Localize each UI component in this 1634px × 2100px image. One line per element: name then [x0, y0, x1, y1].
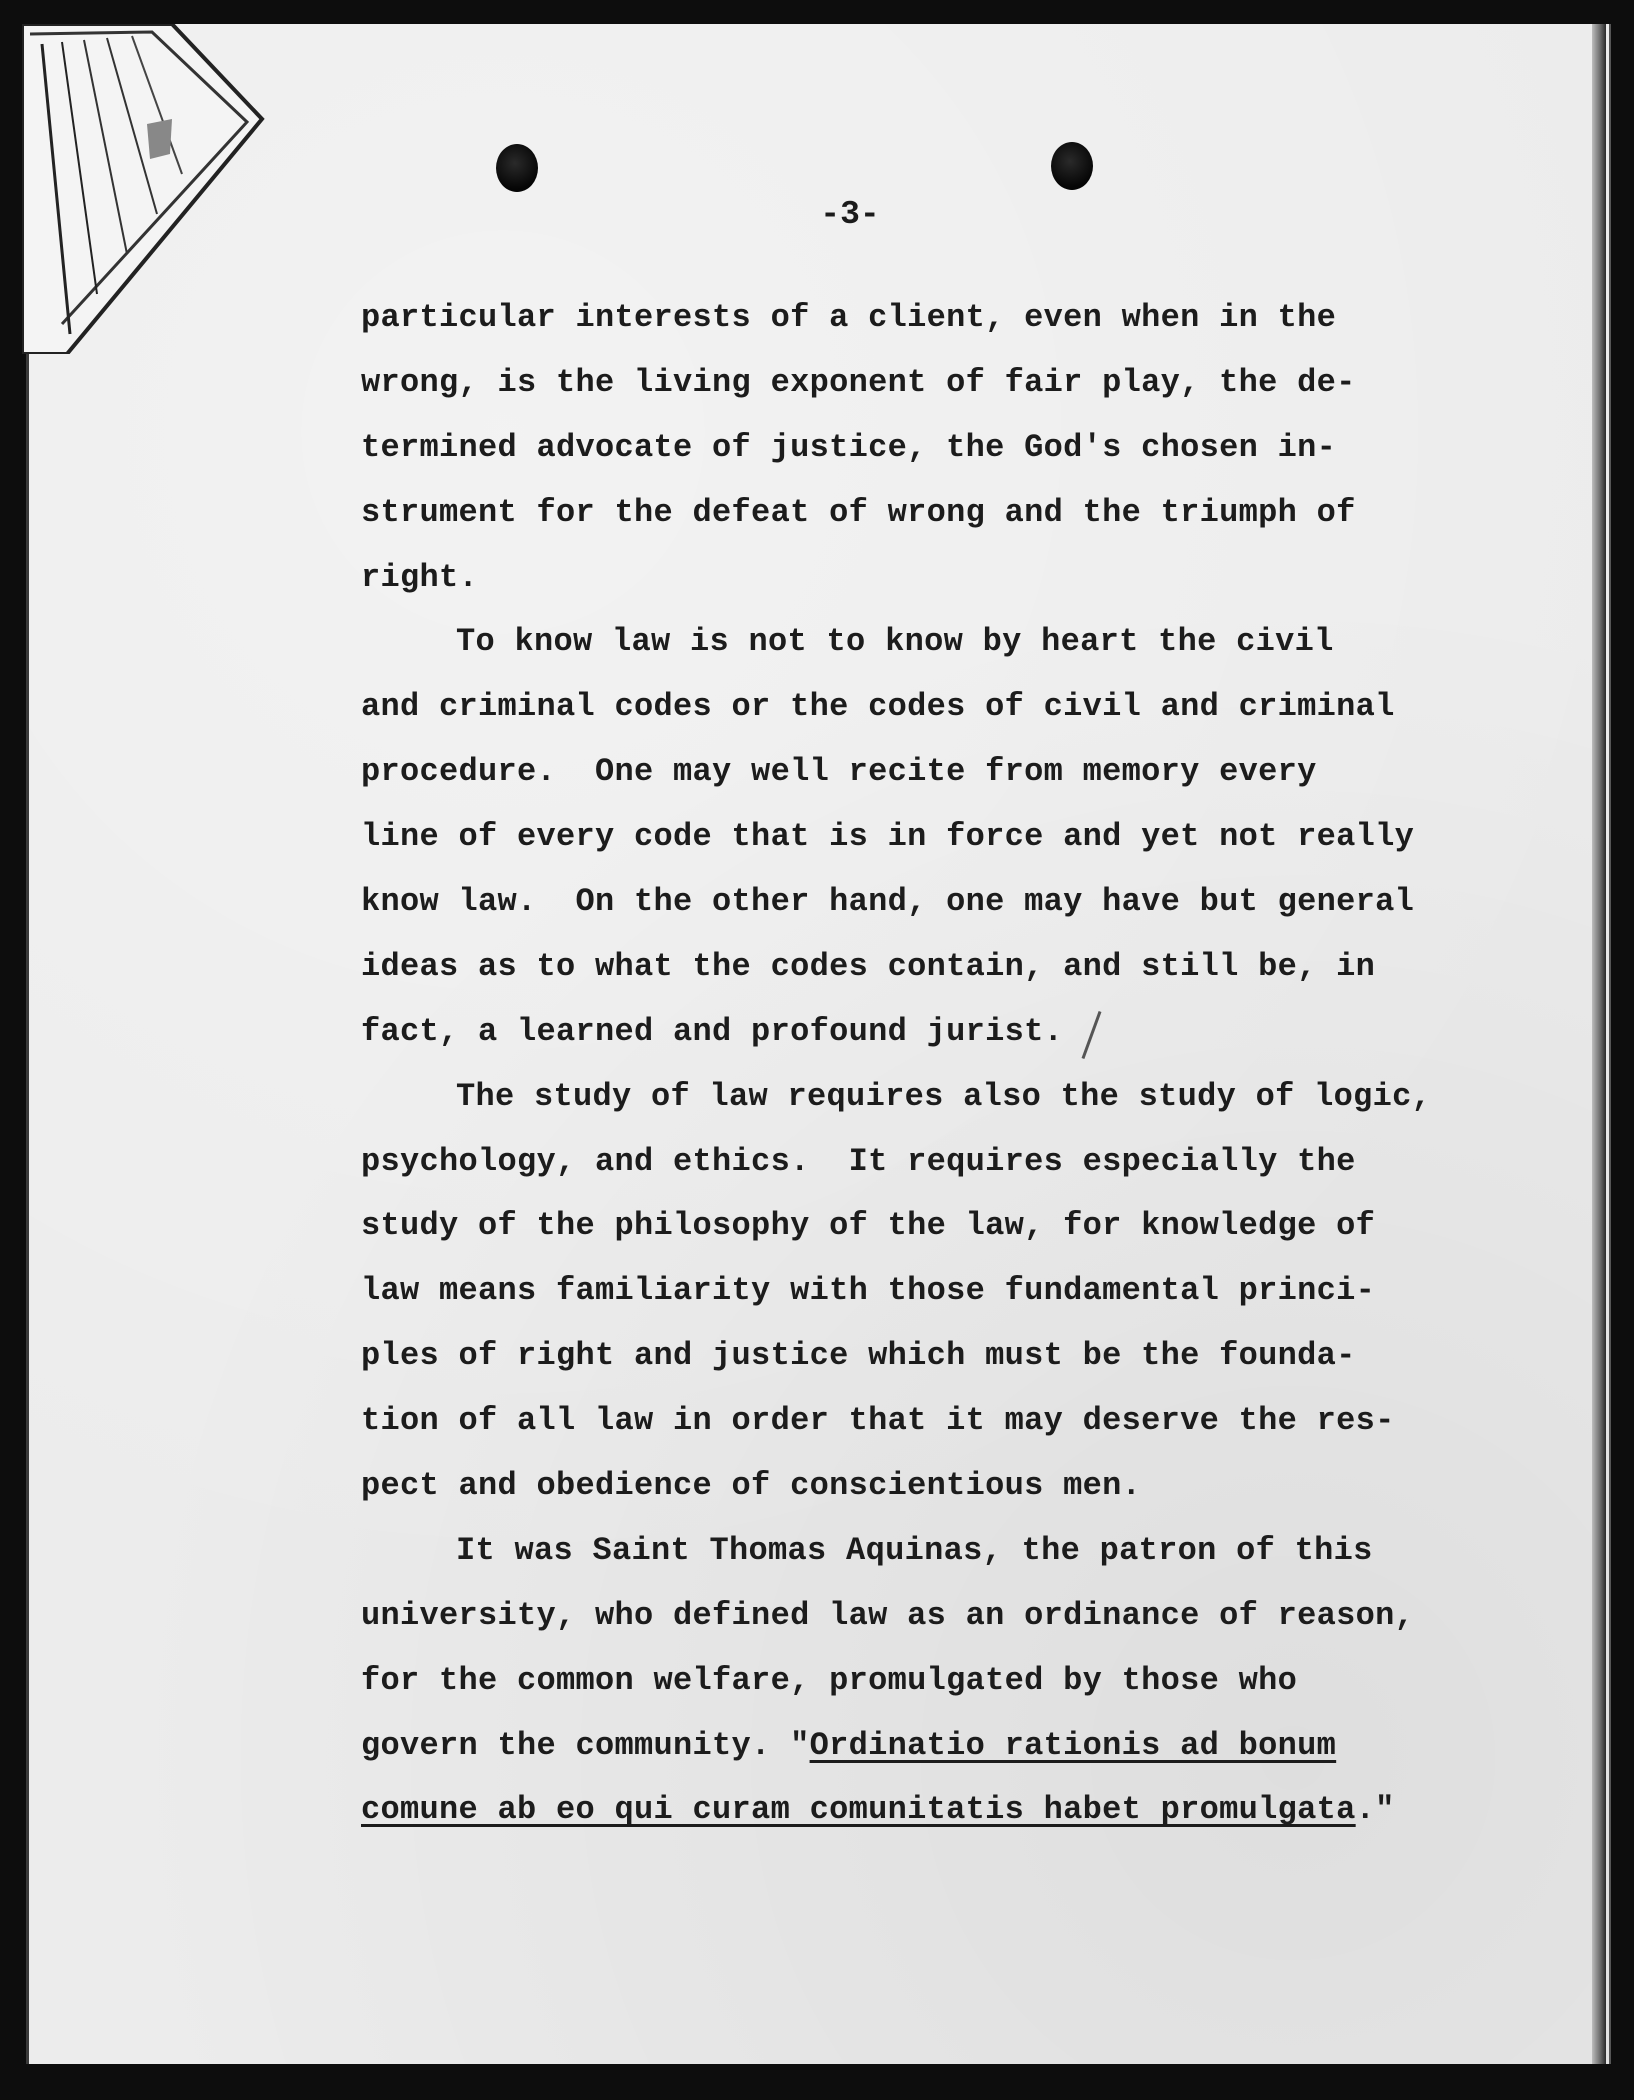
text-line: know law. On the other hand, one may have but general: [361, 883, 1415, 921]
latin-quote-part2: comune ab eo qui curam comunitatis habet promulgata: [361, 1791, 1356, 1829]
punch-hole-right: [1051, 142, 1093, 190]
folded-corner-icon: [22, 24, 272, 354]
text-line: particular interests of a client, even when in the: [361, 299, 1337, 336]
text-line: study of the philosophy of the law, for knowledge of: [361, 1207, 1376, 1245]
text-line: It was Saint Thomas Aquinas, the patron of this: [456, 1531, 1373, 1569]
text-line: wrong, is the living exponent of fair play, the de-: [361, 363, 1356, 401]
text-line: To know law is not to know by heart the civil: [456, 623, 1334, 661]
text-line: ideas as to what the codes contain, and still be, in: [361, 947, 1376, 985]
punch-hole-left: [496, 144, 538, 192]
latin-quote-part1: Ordinatio rationis ad bonum: [809, 1726, 1337, 1764]
text-line: procedure. One may well recite from memory every: [361, 753, 1317, 791]
text-line: right.: [361, 558, 479, 596]
document-body: [361, 286, 1441, 1843]
text-line: The study of law requires also the study of logic,: [456, 1077, 1432, 1115]
text-line: for the common welfare, promulgated by those who: [361, 1661, 1298, 1699]
page-number: -3-: [820, 196, 880, 233]
quote-line: [361, 1778, 1441, 1843]
text-line: line of every code that is in force and yet not really: [361, 818, 1415, 856]
text-line: pect and obedience of conscientious men.: [361, 1467, 1142, 1505]
text-line: ples of right and justice which must be the founda-: [361, 1337, 1356, 1375]
text-line: termined advocate of justice, the God's chosen in-: [361, 428, 1337, 466]
quote-end: .": [1355, 1791, 1395, 1829]
text-line: tion of all law in order that it may deserve the res-: [361, 1402, 1395, 1440]
text-line: fact, a learned and profound jurist.: [361, 1012, 1064, 1050]
text-line: law means familiarity with those fundamental princi-: [361, 1272, 1376, 1310]
text-line: university, who defined law as an ordinance of reason,: [361, 1596, 1415, 1634]
text-line: strument for the defeat of wrong and the triumph of: [361, 493, 1356, 531]
page-edge-shadow: [1592, 24, 1606, 2064]
quote-intro: govern the community. ": [361, 1726, 810, 1764]
text-line: psychology, and ethics. It requires especially the: [361, 1142, 1356, 1180]
quote-line: [361, 1714, 1441, 1779]
text-line: and criminal codes or the codes of civil and criminal: [361, 688, 1395, 726]
